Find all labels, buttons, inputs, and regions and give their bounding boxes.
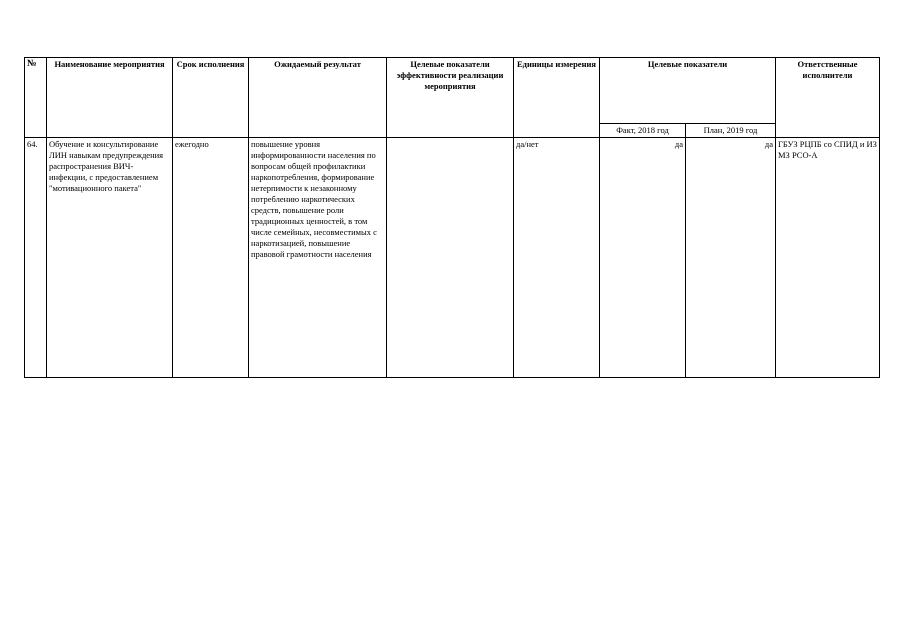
table-row	[25, 138, 880, 378]
cell-responsible: ГБУЗ РЦПБ со СПИД и ИЗ МЗ РСО-А	[776, 138, 880, 378]
header-units: Единицы измерения	[514, 58, 600, 138]
header-fact: Факт, 2018 год	[600, 124, 686, 138]
activities-table	[24, 57, 880, 378]
header-term: Срок исполнения	[173, 58, 249, 138]
cell-expected: повышение уровня информированности населения по вопросам общей профилактики наркопотребления, формирование нетерпимости к незаконному потреблению наркотических средств, повышение роли традиционных ценностей, в том числе семейных, несовместимых с наркотизацией, повышение правовой грамотности населения	[249, 138, 387, 378]
header-plan: План, 2019 год	[686, 124, 776, 138]
header-indicators: Целевые показатели эффективности реализации мероприятия	[387, 58, 514, 138]
cell-name: Обучение и консультирование ЛИН навыкам предупреждения распространения ВИЧ-инфекции, с предоставлением "мотивационного пакета"	[47, 138, 173, 378]
cell-num: 64.	[25, 138, 47, 378]
header-row	[25, 58, 880, 124]
header-target: Целевые показатели	[600, 58, 776, 124]
header-responsible: Ответственные исполнители	[776, 58, 880, 138]
header-name: Наименование мероприятия	[47, 58, 173, 138]
cell-plan: да	[686, 138, 776, 378]
cell-term: ежегодно	[173, 138, 249, 378]
cell-fact: да	[600, 138, 686, 378]
header-num: №	[25, 58, 47, 138]
header-expected: Ожидаемый результат	[249, 58, 387, 138]
cell-units: да/нет	[514, 138, 600, 378]
cell-indicators	[387, 138, 514, 378]
